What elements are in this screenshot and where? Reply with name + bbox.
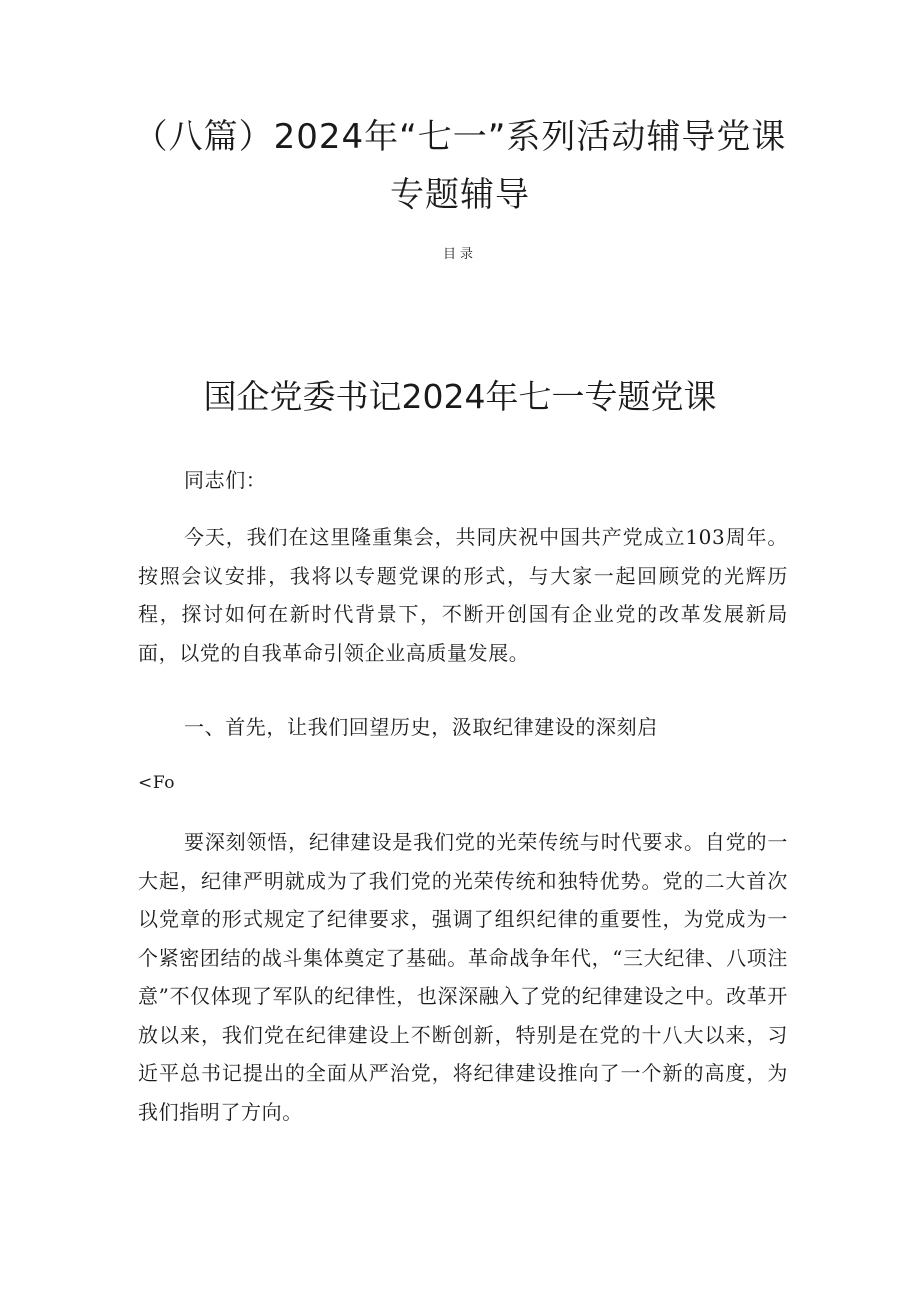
section-heading-1: 一、首先，让我们回望历史，汲取纪律建设的深刻启 [184, 715, 658, 739]
document-title: （八篇）2024年“七一”系列活动辅导党课专题辅导 [133, 117, 787, 215]
section-title: 国企党委书记2024年七一专题党课 [203, 377, 717, 416]
body-paragraph-1: 要深刻领悟，纪律建设是我们党的光荣传统与时代要求。自党的一大起，纪律严明就成为了我们党的光荣传统和独特优势。党的二大首次以党章的形式规定了纪律要求，强调了组织纪律的重要性，为党成为一个紧密团结的战斗集体奠定了基础。革命战争年代，“三大纪律、八项注意”不仅体现了军队的纪律性，也深深融入了党的纪律建设之中。改革开放以来，我们党在纪律建设上不断创新，特别是在党的十八大以来，习近平总书记提出的全面从严治党，将纪律建设推向了一个新的高度，为我们指明了方向。 [138, 830, 788, 1124]
fragment-text: <Fo [138, 773, 176, 793]
greeting-paragraph: 同志们： [184, 468, 267, 492]
intro-paragraph: 今天，我们在这里隆重集会，共同庆祝中国共产党成立103周年。按照会议安排，我将以专题党课的形式，与大家一起回顾党的光辉历程，探讨如何在新时代背景下，不断开创国有企业党的改革发展新局面，以党的自我革命引领企业高质量发展。 [138, 525, 788, 665]
toc-label: 目录 [442, 247, 477, 262]
